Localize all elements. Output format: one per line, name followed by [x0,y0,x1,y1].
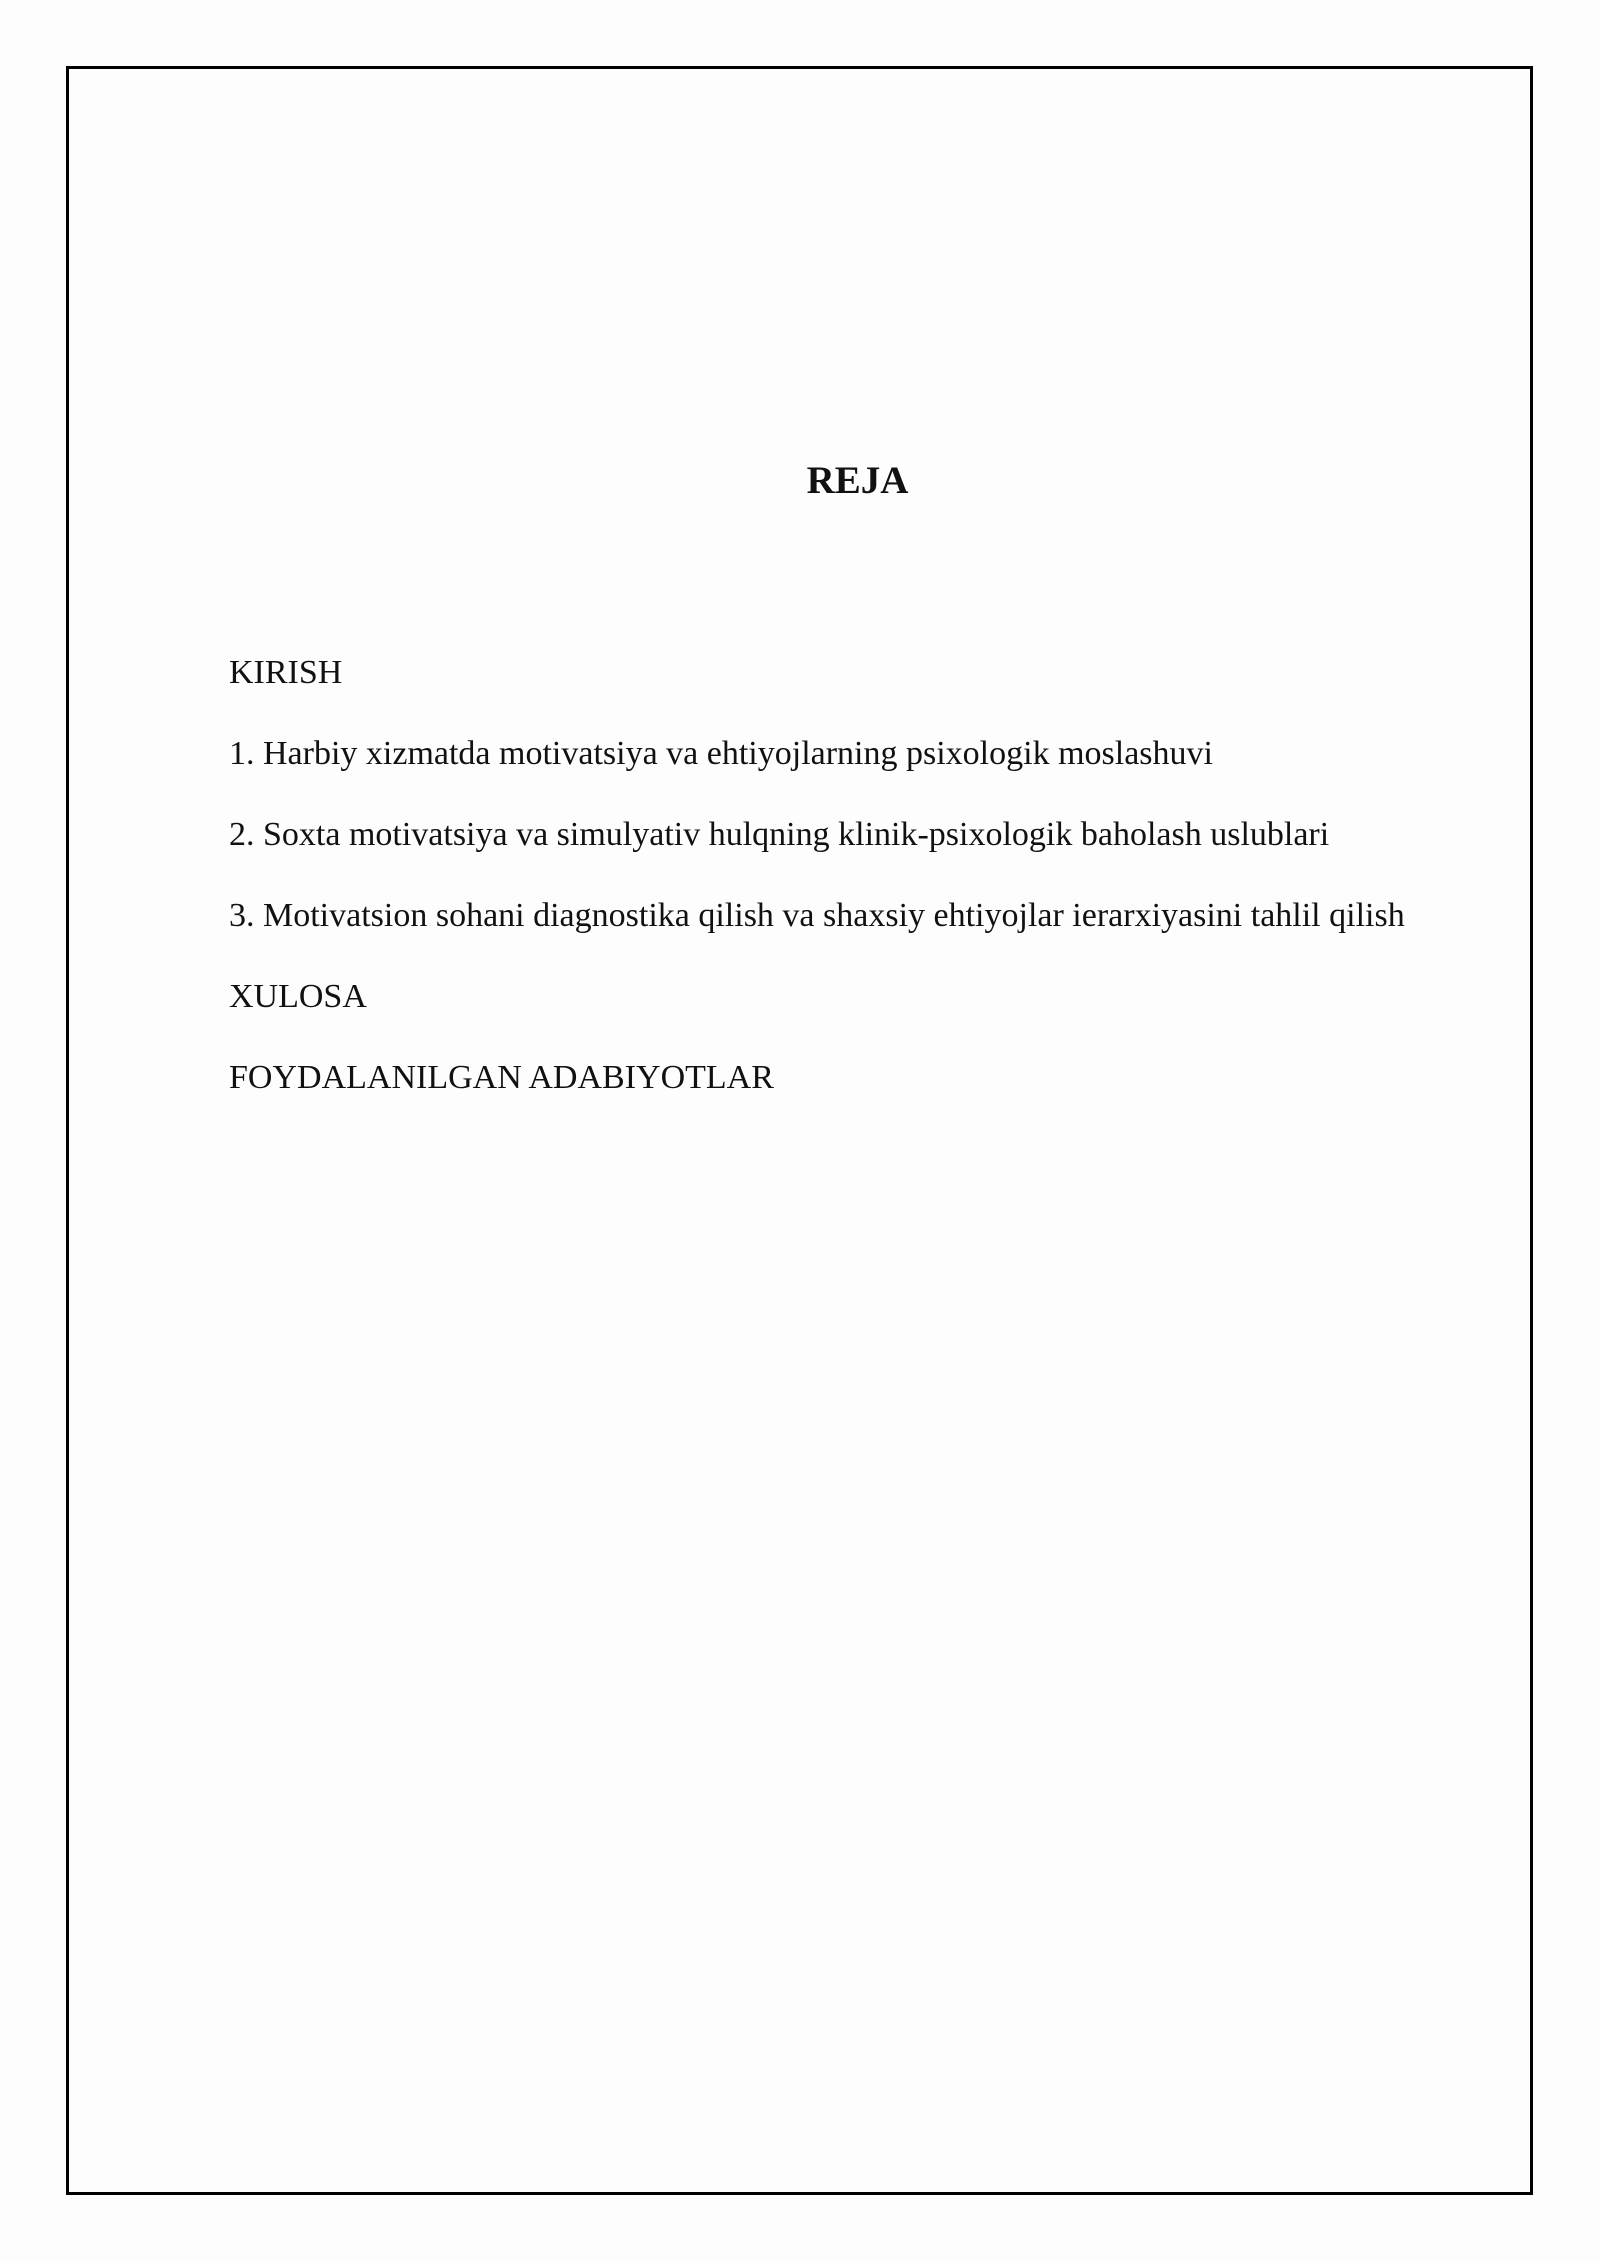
page-title: REJA [806,459,909,502]
page-border [66,66,1533,2195]
toc-item-chapter-2: 2. Soxta motivatsiya va simulyativ hulqning klinik-psixologik baholash uslublari [229,816,1330,853]
table-of-contents [229,640,1469,1126]
toc-item-references: FOYDALANILGAN ADABIYOTLAR [229,1059,774,1096]
toc-item-chapter-3: 3. Motivatsion sohani diagnostika qilish va shaxsiy ehtiyojlar ierarxiyasini tahlil qilish [229,897,1405,934]
toc-item-introduction: KIRISH [229,654,343,691]
toc-item-chapter-1: 1. Harbiy xizmatda motivatsiya va ehtiyojlarning psixologik moslashuvi [229,735,1213,772]
toc-item-conclusion: XULOSA [229,978,367,1015]
